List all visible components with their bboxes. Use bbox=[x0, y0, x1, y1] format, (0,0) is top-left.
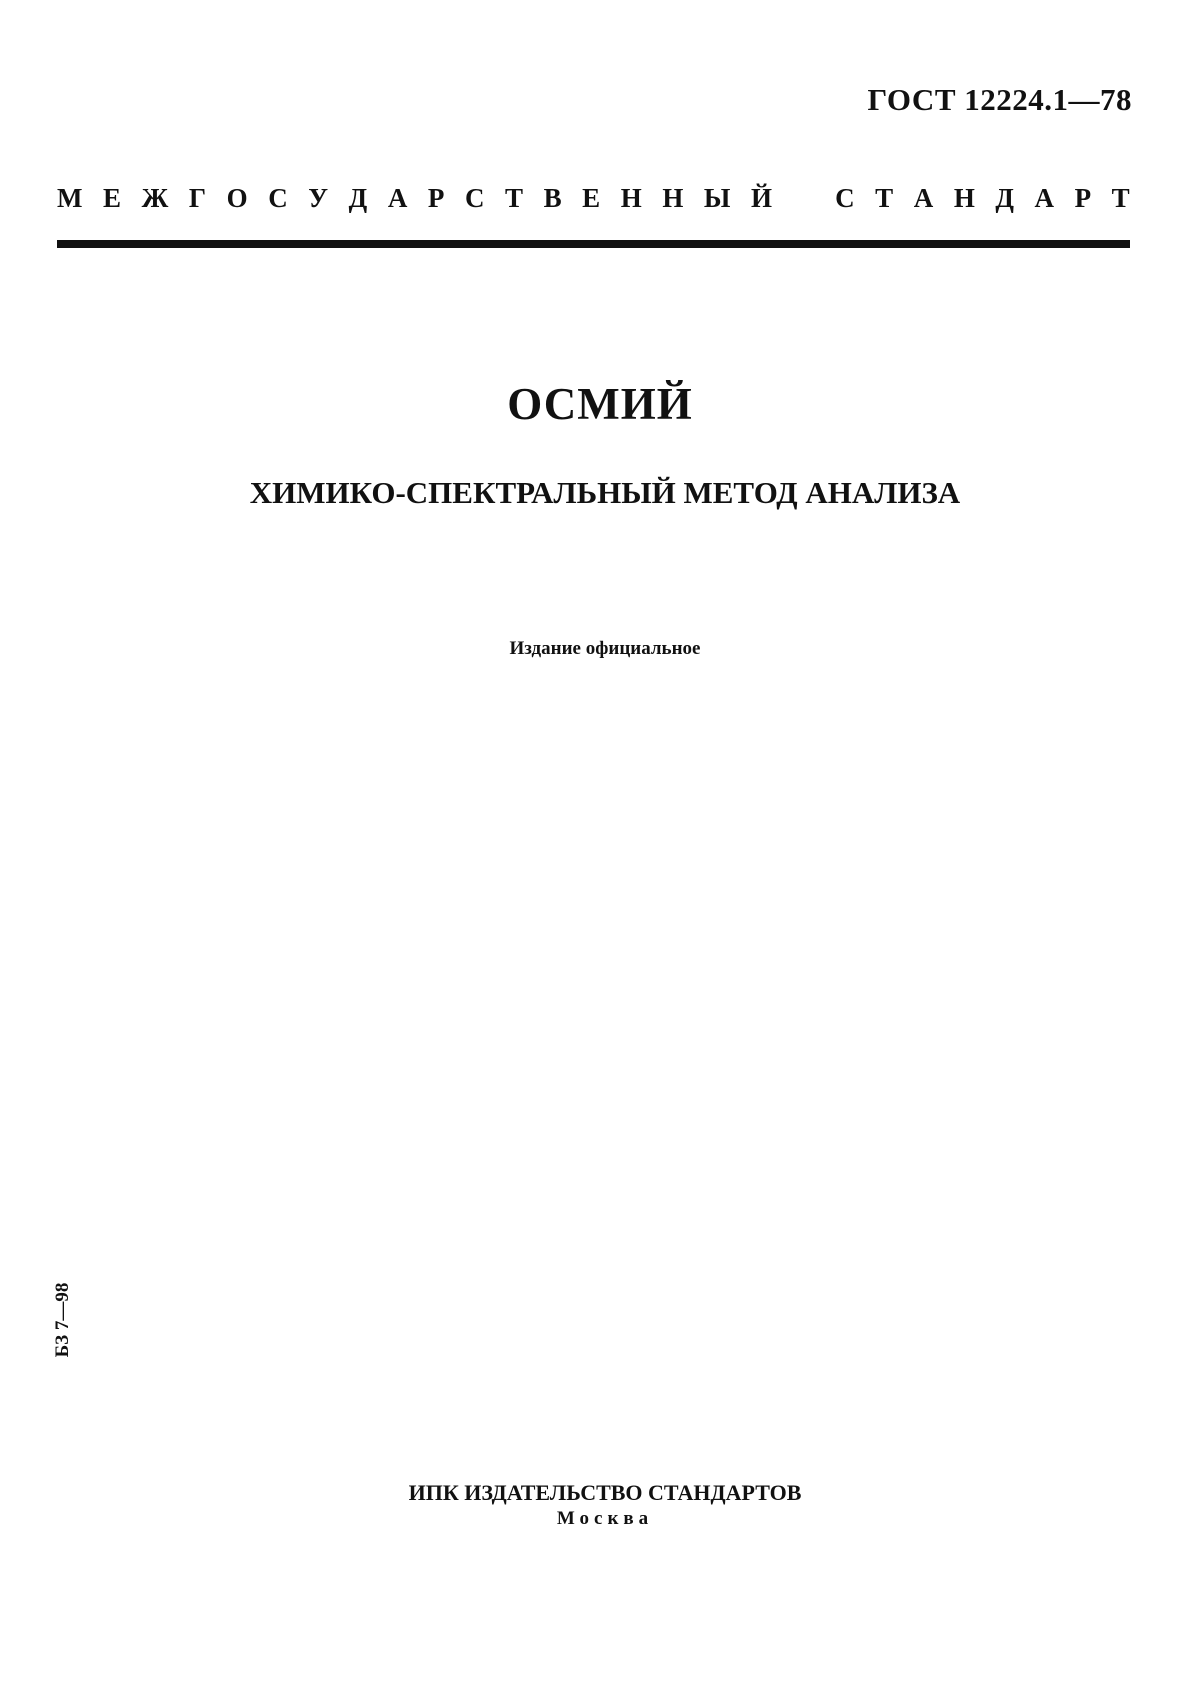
standard-type-heading bbox=[57, 183, 1130, 214]
word-gap bbox=[793, 183, 815, 214]
heading-letter: Г bbox=[188, 183, 207, 213]
heading-letter: Е bbox=[103, 183, 122, 213]
heading-letter: Е bbox=[582, 183, 601, 213]
document-subtitle: ХИМИКО-СПЕКТРАЛЬНЫЙ МЕТОД АНАЛИЗА bbox=[249, 475, 961, 510]
heading-letter: Н bbox=[662, 183, 684, 213]
publisher-name: ИПК ИЗДАТЕЛЬСТВО СТАНДАРТОВ bbox=[408, 1480, 802, 1505]
heading-letter: А bbox=[387, 183, 408, 213]
heading-letter: М bbox=[57, 183, 83, 213]
heading-letter: О bbox=[226, 183, 248, 213]
heading-letter: Т bbox=[875, 183, 894, 213]
edition-note: Издание официальное bbox=[509, 638, 701, 659]
publisher-city: Москва bbox=[556, 1508, 654, 1529]
heading-letter: Ж bbox=[141, 183, 169, 213]
document-number: ГОСТ 12224.1—78 bbox=[867, 82, 1132, 117]
heading-letter: Й bbox=[750, 183, 772, 213]
heading-letter: Р bbox=[1074, 183, 1092, 213]
heading-letter: Д bbox=[995, 183, 1014, 213]
heading-letter: В bbox=[543, 183, 562, 213]
heading-letter: С bbox=[268, 183, 288, 213]
heading-letter: Д bbox=[348, 183, 368, 213]
side-code: БЗ 7—98 bbox=[52, 1282, 73, 1358]
heading-letter: У bbox=[308, 183, 329, 213]
heading-letter: С bbox=[464, 183, 485, 213]
heading-letter: Р bbox=[427, 183, 445, 213]
heading-letter: А bbox=[913, 183, 934, 213]
heading-letter: А bbox=[1034, 183, 1055, 213]
heading-letter: Ы bbox=[703, 183, 731, 213]
document-title: ОСМИЙ bbox=[507, 379, 693, 429]
heading-letter: Т bbox=[505, 183, 524, 213]
header-divider bbox=[57, 240, 1130, 248]
heading-letter: Т bbox=[1111, 183, 1130, 213]
heading-letter: Н bbox=[620, 183, 642, 213]
heading-letter: С bbox=[835, 183, 855, 213]
heading-letter: Н bbox=[953, 183, 975, 213]
